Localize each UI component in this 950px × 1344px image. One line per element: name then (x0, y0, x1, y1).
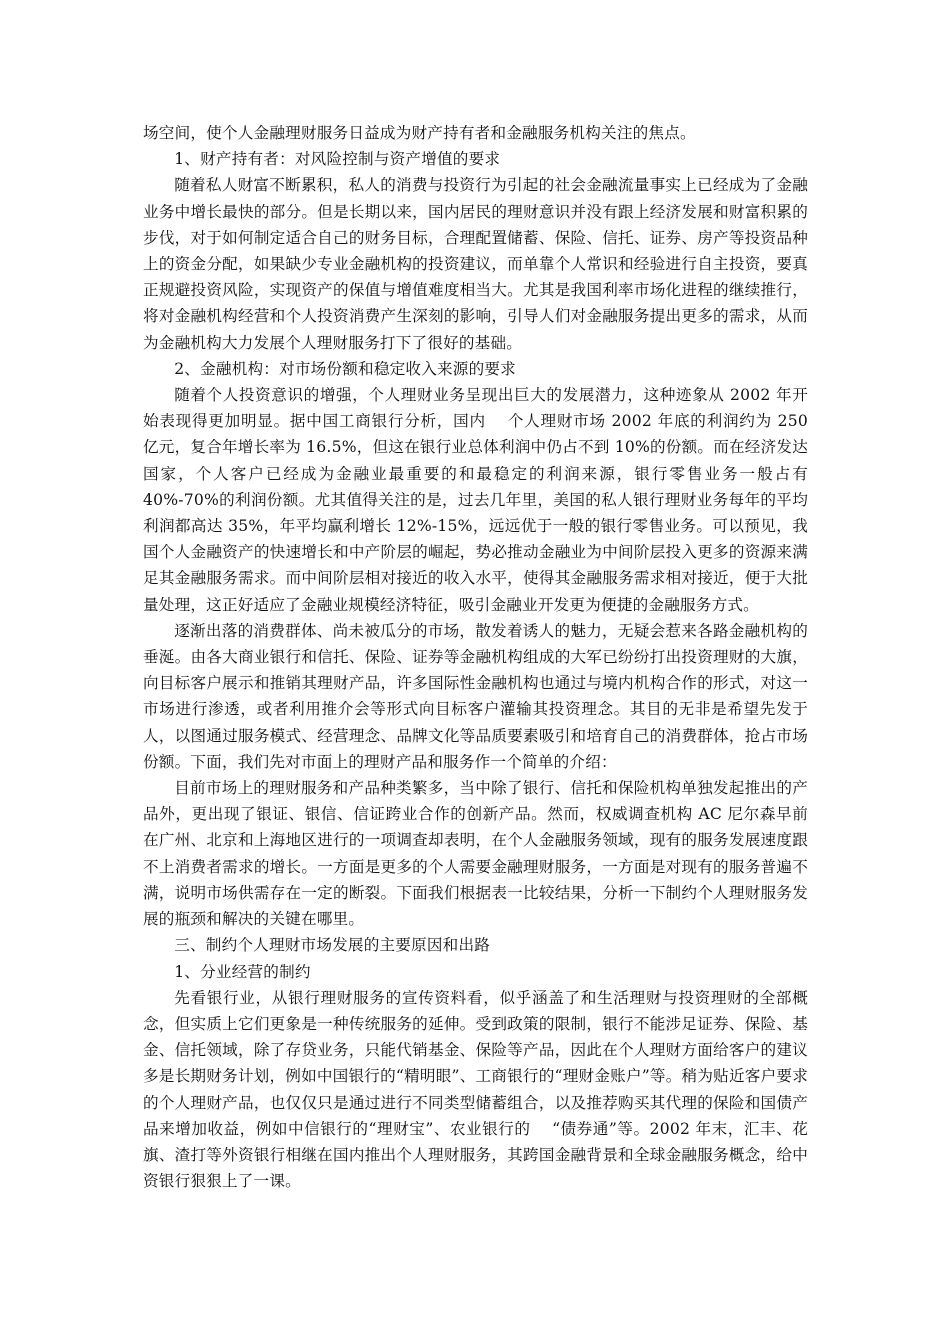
paragraph-market-products: 目前市场上的理财服务和产品种类繁多，当中除了银行、信托和保险机构单独发起推出的产品外，更出现了银证、银信、信证跨业合作的创新产品。然而，权威调查机构 AC 尼尔森早前在广州、北京和上海地区进行的一项调查却表明，在个人金融服务领域，现有的服务发展速度跟不上消费者需求的增长。一方面是更多的个人需要金融理财服务，一方面是对现有的服务普遍不满，说明市场供需存在一定的断裂。下面我们根据表一比较结果，分析一下制约个人理财服务发展的瓶颈和解决的关键在哪里。 (143, 779, 808, 929)
paragraph-private-wealth: 随着私人财富不断累积，私人的消费与投资行为引起的社会金融流量事实上已经成为了金融业务中增长最快的部分。但是长期以来，国内居民的理财意识并没有跟上经济发展和财富积累的步伐，对于如何制定适合自己的财务目标，合理配置储蓄、保险、信托、证券、房产等投资品种上的资金分配，如果缺少专业金融机构的投资建议，而单靠个人常识和经验进行自主投资，要真正规避投资风险，实现资产的保值与增值难度相当大。尤其是我国利率市场化进程的继续推行，将对金融机构经营和个人投资消费产生深刻的影响，引导人们对金融服务提出更多的需求，从而为金融机构大力发展个人理财服务打下了很好的基础。 (143, 176, 808, 352)
paragraph-consumer-groups: 逐渐出落的消费群体、尚未被瓜分的市场，散发着诱人的魅力，无疑会惹来各路金融机构的垂涎。由各大商业银行和信托、保险、证券等金融机构组成的大军已纷纷打出投资理财的大旗，向目标客户展示和推销其理财产品，许多国际性金融机构也通过与境内机构合作的形式，对这一市场进行渗透，或者利用推介会等形式向目标客户灌输其投资理念。其目的无非是希望先发于人，以图通过服务模式、经营理念、品牌文化等品质要素吸引和培育自己的消费群体，抢占市场份额。下面，我们先对市面上的理财产品和服务作一个简单的介绍： (143, 621, 808, 771)
paragraph-investment-awareness: 随着个人投资意识的增强，个人理财业务呈现出巨大的发展潜力，这种迹象从 2002 年开始表现得更加明显。据中国工商银行分析，国内 个人理财市场 2002 年底的利润约为 250 亿元，复合年增长率为 16.5%，但这在银行业总体利润中仍占不到 10%的份额。而在经济发达国家，个人客户已经成为金融业最重要的和最稳定的利润来源，银行零售业务一般占有 40%-70%的利润份额。尤其值得关注的是，过去几年里，美国的私人银行理财业务每年的平均利润都高达 35%，年平均赢利增长 12%-15%，远远优于一般的银行零售业务。可以预见，我国个人金融资产的快速增长和中产阶层的崛起，势必推动金融业为中间阶层投入更多的资源来满足其金融服务需求。而中间阶层相对接近的收入水平，使得其金融服务需求相对接近，便于大批量处理，这正好适应了金融业规模经济特征，吸引金融业开发更为便捷的金融服务方式。 (143, 386, 808, 614)
section-heading-constraints: 三、制约个人理财市场发展的主要原因和出路 (174, 936, 491, 955)
subheading-property-holders: 1、财产持有者：对风险控制与资产增值的要求 (174, 150, 501, 169)
subheading-financial-institutions: 2、金融机构：对市场份额和稳定收入来源的要求 (174, 359, 516, 378)
paragraph-banking-industry: 先看银行业，从银行理财服务的宣传资料看，似乎涵盖了和生活理财与投资理财的全部概念，但实质上它们更象是一种传统服务的延伸。受到政策的限制，银行不能涉足证券、保险、基金、信托领域，除了存贷业务，只能代销基金、保险等产品，因此在个人理财方面给客户的建议多是长期财务计划，例如中国银行的“精明眼”、工商银行的“理财金账户”等。稍为贴近客户要求的个人理财产品，也仅仅只是通过进行不同类型储蓄组合，以及推荐购买其代理的保险和国债产品来增加收益，例如中信银行的“理财宝”、农业银行的 “债券通”等。2002 年末，汇丰、花旗、渣打等外资银行相继在国内推出个人理财服务，其跨国金融背景和全球金融服务概念，给中资银行狠狠上了一课。 (143, 988, 808, 1191)
paragraph-continuation: 场空间，使个人金融理财服务日益成为财产持有者和金融服务机构关注的焦点。 (143, 124, 696, 142)
document-body (143, 120, 808, 1194)
subheading-separate-operation: 1、分业经营的制约 (174, 962, 311, 981)
